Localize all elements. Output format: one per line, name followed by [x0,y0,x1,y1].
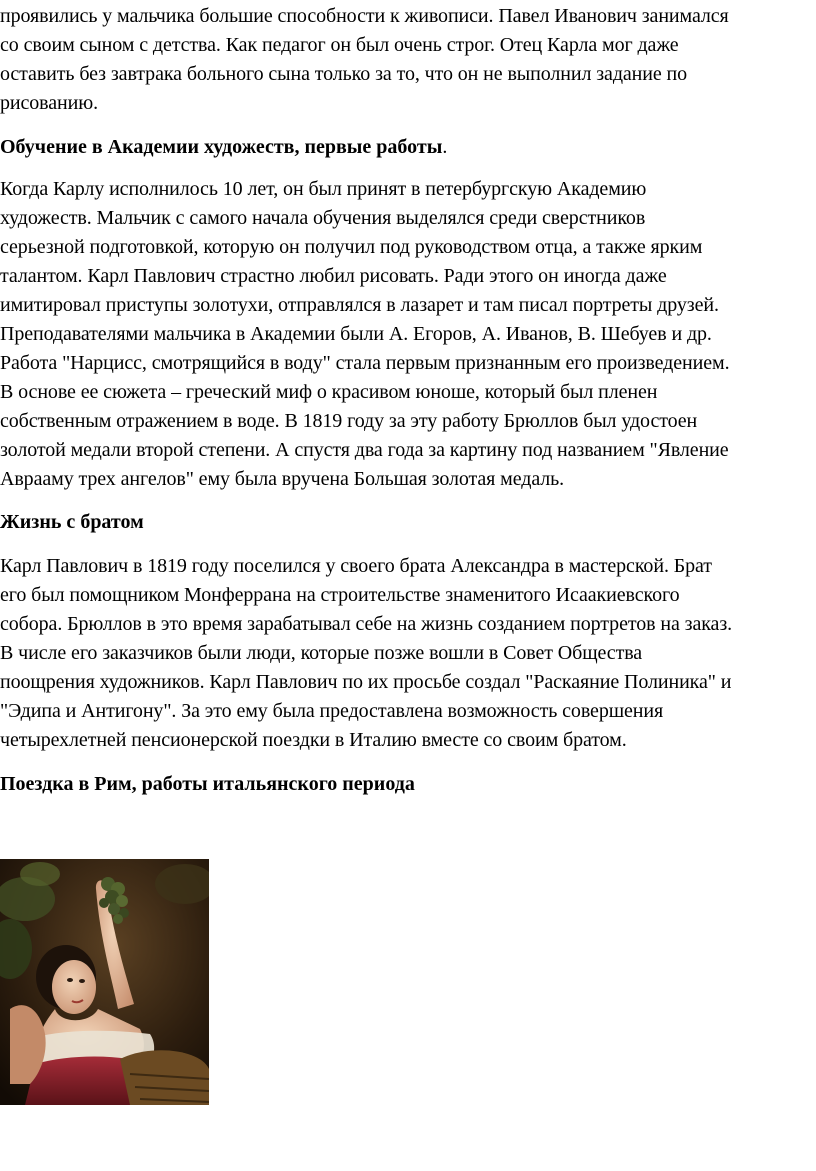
painting-illustration [0,859,209,1105]
text-line: собора. Брюллов в это время зарабатывал себе на жизнь созданием портретов на заказ. [0,613,733,635]
heading-text: Жизнь с братом [0,511,144,533]
section-heading-brother [0,509,144,535]
text-line: художеств. Мальчик с самого начала обучения выделялся среди сверстников [0,207,646,229]
text-line: Работа "Нарцисс, смотрящийся в воду" стала первым признанным его произведением. [0,352,730,374]
text-line: Аврааму трех ангелов" ему была вручена Большая золотая медаль. [0,468,565,490]
section-heading-academy [0,134,447,160]
text-line: оставить без завтрака больного сына только за то, что он не выполнил задание по [0,63,688,85]
text-line: В основе ее сюжета – греческий миф о красивом юноше, который был пленен [0,381,658,403]
text-line: проявились у мальчика большие способности к живописи. Павел Иванович занимался [0,5,729,27]
section-heading-rome [0,771,415,797]
text-line: четырехлетней пенсионерской поездки в Италию вместе со своим братом. [0,729,627,751]
text-line: Когда Карлу исполнилось 10 лет, он был принят в петербургскую Академию [0,178,647,200]
text-line: Преподавателями мальчика в Академии были А. Егоров, А. Иванов, В. Шебуев и др. [0,323,712,345]
text-line: его был помощником Монферрана на строительстве знаменитого Исаакиевского [0,584,680,606]
heading-trail: . [442,136,448,158]
text-line: талантом. Карл Павлович страстно любил рисовать. Ради этого он иногда даже [0,265,667,287]
academy-paragraph [0,175,816,494]
text-line: имитировал приступы золотухи, отправлялся в лазарет и там писал портреты друзей. [0,294,719,316]
heading-text: Обучение в Академии художеств, первые работы [0,136,443,158]
text-line: со своим сыном с детства. Как педагог он был очень строг. Отец Карла мог даже [0,34,679,56]
text-line: "Эдипа и Антигону". За это ему была предоставлена возможность совершения [0,700,664,722]
text-line: В числе его заказчиков были люди, которые позже вошли в Совет Общества [0,642,643,664]
text-line: золотой медали второй степени. А спустя два года за картину под названием "Явление [0,439,729,461]
text-line: поощрения художников. Карл Павлович по их просьбе создал "Раскаяние Полиника" и [0,671,732,693]
face [52,960,96,1014]
intro-paragraph [0,2,816,118]
text-line: рисованию. [0,92,98,114]
text-line: собственным отражением в воде. В 1819 году за эту работу Брюллов был удостоен [0,410,698,432]
text-line: Карл Павлович в 1819 году поселился у своего брата Александра в мастерской. Брат [0,555,712,577]
heading-text: Поездка в Рим, работы итальянского периода [0,773,415,795]
text-line: серьезной подготовкой, которую он получил под руководством отца, а также ярким [0,236,703,258]
brother-paragraph [0,552,816,755]
painting-image [0,859,209,1105]
